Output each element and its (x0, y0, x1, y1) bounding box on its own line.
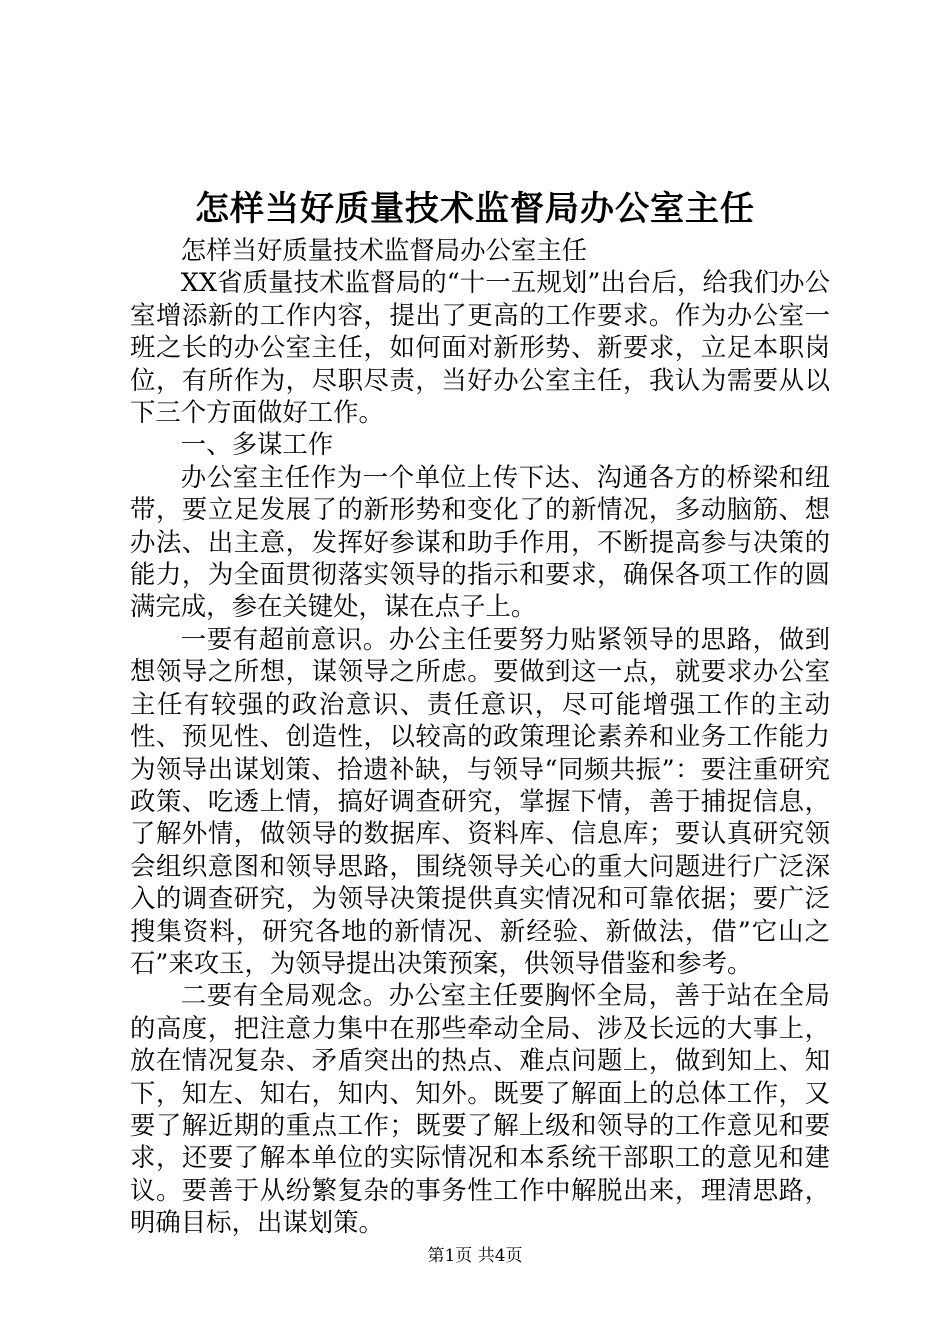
document-title: 怎样当好质量技术监督局办公室主任 (195, 189, 755, 229)
paragraph-subtitle: 怎样当好质量技术监督局办公室主任 (180, 235, 588, 265)
section-heading: 一、多谋工作 (180, 429, 334, 460)
page-footer: 第1页 共4页 (427, 1246, 523, 1266)
paragraph-intro: XX省质量技术监督局的“十一五规划”出台后，给我们办公室增添新的工作内容，提出了更高的工作要求。作为办公室一班之长的办公室主任，如何面对新形势、新要求，立足本职岗位，有所作为，尽职尽责，当好办公室主任，我认为需要从以下三个方面做好工作。 (130, 267, 830, 428)
paragraph-point-two: 二要有全局观念。办公室主任要胸怀全局，善于站在全局的高度，把注意力集中在那些牵动全局、涉及长远的大事上，放在情况复杂、矛盾突出的热点、难点问题上，做到知上、知下，知左、知右，知内、知外。既要了解面上的总体工作，又要了解近期的重点工作；既要了解上级和领导的工作意见和要求，还要了解本单位的实际情况和本系统干部职工的意见和建议。要善于从纷繁复杂的事务性工作中解脱出来，理清思路，明确目标，出谋划策。 (130, 980, 830, 1238)
document-body (130, 234, 830, 1239)
paragraph-section-intro: 办公室主任作为一个单位上传下达、沟通各方的桥梁和纽带，要立足发展了的新形势和变化了的新情况，多动脑筋、想办法、出主意，发挥好参谋和助手作用，不断提高参与决策的能力，为全面贯彻落实领导的指示和要求，确保各项工作的圆满完成，参在关键处，谋在点子上。 (130, 461, 830, 622)
paragraph-point-one: 一要有超前意识。办公主任要努力贴紧领导的思路，做到想领导之所想，谋领导之所虑。要做到这一点，就要求办公室主任有较强的政治意识、责任意识，尽可能增强工作的主动性、预见性、创造性，以较高的政策理论素养和业务工作能力为领导出谋划策、拾遗补缺，与领导“同频共振”：要注重研究政策、吃透上情，搞好调查研究，掌握下情，善于捕捉信息，了解外情，做领导的数据库、资料库、信息库；要认真研究领会组织意图和领导思路，围绕领导关心的重大问题进行广泛深入的调查研究，为领导决策提供真实情况和可靠依据；要广泛搜集资料，研究各地的新情况、新经验、新做法，借”它山之石”来攻玉，为领导提出决策预案，供领导借鉴和参考。 (130, 623, 830, 978)
